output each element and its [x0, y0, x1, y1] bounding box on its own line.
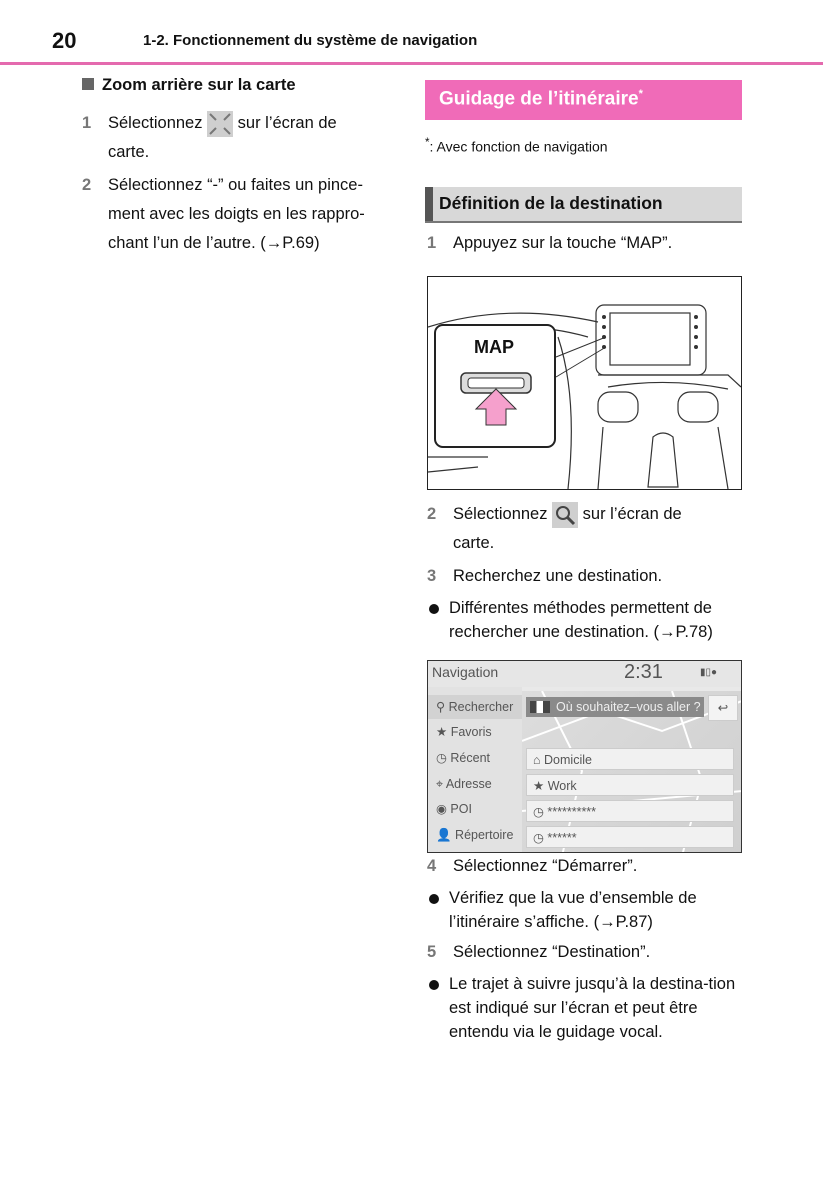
menu-repertoire[interactable]: 👤 Répertoire: [436, 828, 514, 842]
status-icons: ▮▯●: [700, 667, 718, 678]
nav-side-menu: [428, 687, 522, 852]
left-heading: Zoom arrière sur la carte: [82, 76, 296, 95]
section-title: 1-2. Fonctionnement du système de navigation: [143, 32, 478, 49]
zoom-out-map-icon: [207, 111, 233, 137]
menu-rechercher[interactable]: ⚲ Rechercher: [428, 695, 522, 719]
left-step-2: 2 Sélectionnez “-” ou faites un pince-ment avec les doigts en les rappro-chant l’un de l’autre. (→P.69): [82, 176, 365, 252]
row-domicile[interactable]: ⌂ Domicile: [526, 748, 734, 770]
right-step-3: 3 Recherchez une destination.: [427, 567, 663, 585]
footnote: *: Avec fonction de navigation: [425, 136, 608, 155]
right-step-5: 5 Sélectionnez “Destination”.: [427, 943, 651, 961]
back-button[interactable]: ↩: [708, 695, 738, 721]
left-step-1: 1 Sélectionnez sur l’écran de carte.: [82, 109, 382, 167]
nav-title: Navigation: [432, 664, 499, 680]
flag-icon: [530, 701, 550, 713]
search-icon: [552, 502, 578, 528]
right-step-4: 4 Sélectionnez “Démarrer”.: [427, 857, 638, 875]
bullet-1: Différentes méthodes permettent de rechercher une destination. (→P.78): [427, 596, 742, 644]
subheading: Définition de la destination: [425, 187, 742, 223]
right-step-2: 2 Sélectionnez sur l’écran de carte.: [427, 500, 737, 558]
menu-favoris[interactable]: ★ Favoris: [436, 725, 492, 739]
row-recent-2[interactable]: ◷ ******: [526, 826, 734, 848]
navigation-screen: [427, 660, 742, 853]
menu-recent[interactable]: ◷ Récent: [436, 751, 490, 765]
destination-search-input[interactable]: Où souhaitez–vous aller ?: [526, 697, 704, 717]
page-number: 20: [52, 28, 77, 53]
row-recent-1[interactable]: ◷ **********: [526, 800, 734, 822]
bullet-3: Le trajet à suivre jusqu’à la destina-tion est indiqué sur l’écran et peut être entendu via le guidage vocal.: [427, 972, 737, 1044]
dashboard-illustration: [427, 276, 742, 490]
menu-poi[interactable]: ◉ POI: [436, 802, 472, 816]
bullet-2: Vérifiez que la vue d’ensemble de l’itinéraire s’affiche. (→P.87): [427, 886, 737, 934]
right-step-1: 1 Appuyez sur la touche “MAP”.: [427, 234, 673, 252]
nav-time: 2:31: [624, 661, 663, 683]
section-banner: Guidage de l’itinéraire*: [425, 80, 742, 120]
square-bullet-icon: [82, 78, 94, 90]
header-rule: [0, 62, 823, 65]
menu-adresse[interactable]: ⌖ Adresse: [436, 777, 492, 791]
row-work[interactable]: ★ Work: [526, 774, 734, 796]
map-button-label: MAP: [474, 337, 514, 357]
